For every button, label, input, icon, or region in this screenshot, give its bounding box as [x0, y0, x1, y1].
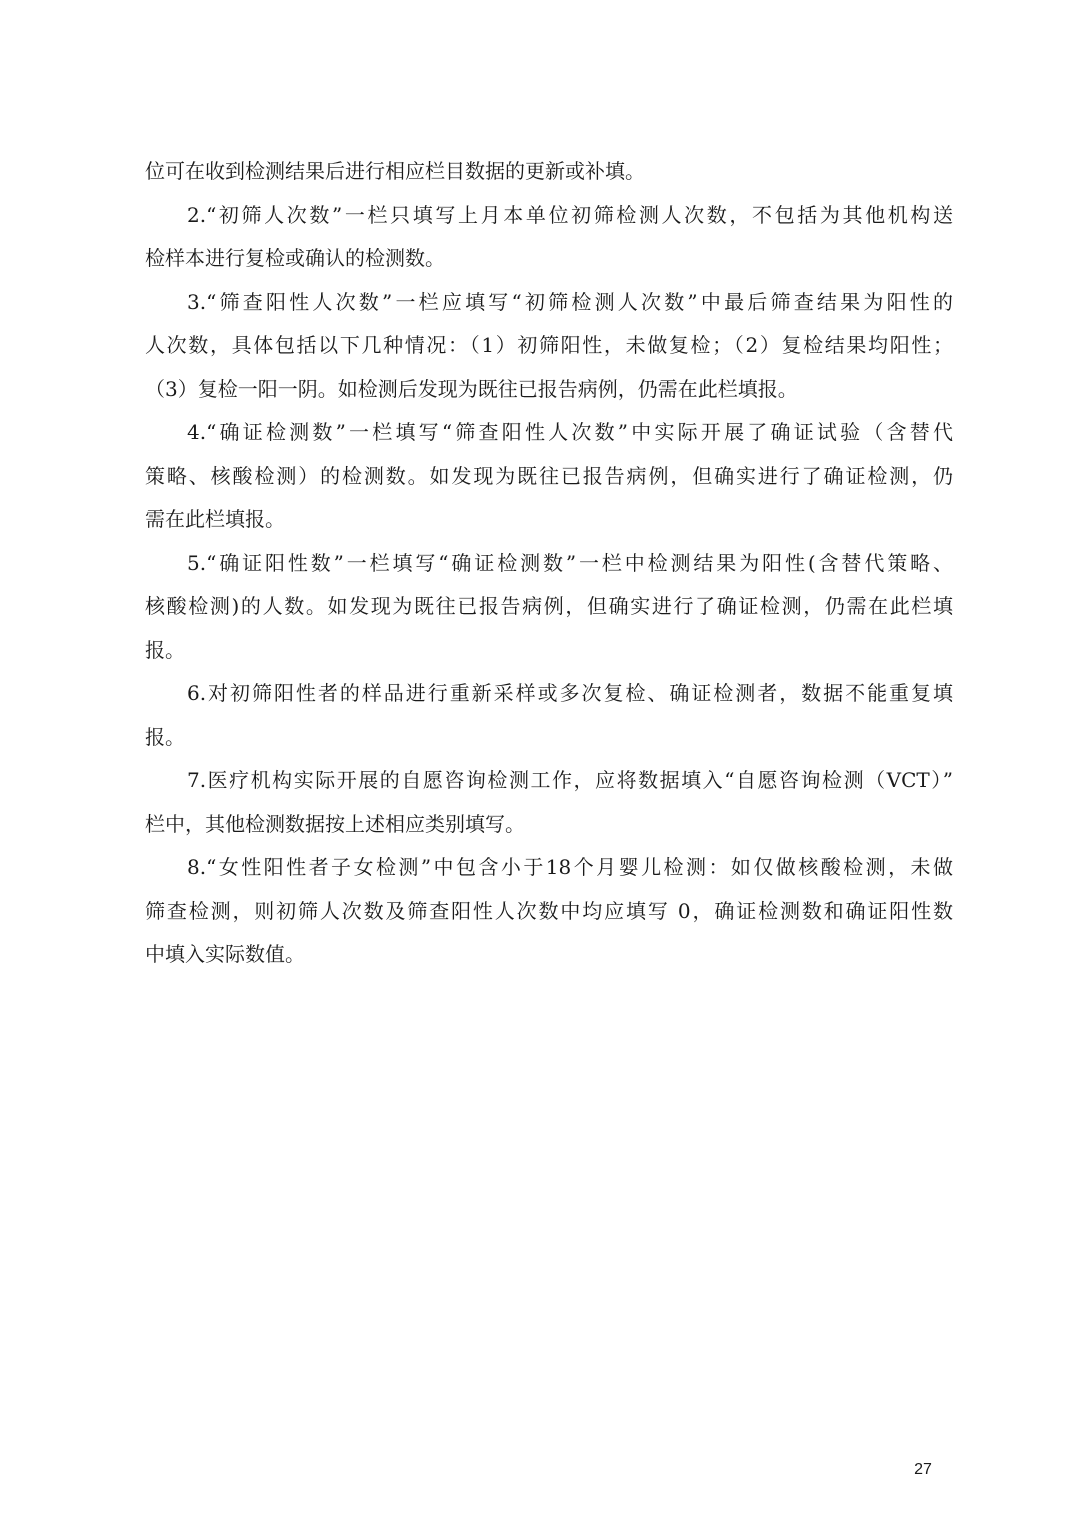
- text-line: 中填入实际数值。: [145, 942, 305, 966]
- text-line: 报。: [145, 637, 185, 662]
- text-line: 需在此栏填报。: [145, 507, 285, 531]
- page-number: 27: [914, 1461, 932, 1478]
- text-line: 核酸检测)的人数。如发现为既往已报告病例，但确实进行了确证检测，仍需在此栏填: [145, 594, 953, 618]
- text-line: 位可在收到检测结果后进行相应栏目数据的更新或补填。: [145, 159, 645, 183]
- text-line: 人次数，具体包括以下几种情况：（1）初筛阳性，未做复检；（2）复检结果均阳性；: [145, 333, 953, 357]
- text-line: 5.“确证阳性数”一栏填写“确证检测数”一栏中检测结果为阳性(含替代策略、: [187, 550, 953, 575]
- text-line: 6.对初筛阳性者的样品进行重新采样或多次复检、确证检测者，数据不能重复填: [187, 681, 953, 705]
- text-line: 检样本进行复检或确认的检测数。: [145, 246, 445, 270]
- text-line: 3.“筛查阳性人次数”一栏应填写“初筛检测人次数”中最后筛查结果为阳性的: [187, 289, 953, 314]
- text-line: 筛查检测，则初筛人次数及筛查阳性人次数中均应填写 0，确证检测数和确证阳性数: [145, 898, 953, 923]
- text-line: 策略、核酸检测）的检测数。如发现为既往已报告病例，但确实进行了确证检测，仍: [145, 463, 953, 488]
- text-line: 2.“初筛人次数”一栏只填写上月本单位初筛检测人次数，不包括为其他机构送: [187, 202, 953, 227]
- text-line: 8.“女性阳性者子女检测”中包含小于18个月婴儿检测：如仅做核酸检测，未做: [187, 855, 953, 879]
- document-body: [145, 150, 953, 977]
- text-line: （3）复检一阳一阴。如检测后发现为既往已报告病例，仍需在此栏填报。: [145, 376, 798, 401]
- text-line: 4.“确证检测数”一栏填写“筛查阳性人次数”中实际开展了确证试验（含替代: [187, 420, 953, 444]
- text-line: 栏中，其他检测数据按上述相应类别填写。: [145, 811, 525, 836]
- text-line: 7.医疗机构实际开展的自愿咨询检测工作，应将数据填入“自愿咨询检测（VCT）”: [187, 768, 953, 792]
- text-line: 报。: [145, 724, 185, 749]
